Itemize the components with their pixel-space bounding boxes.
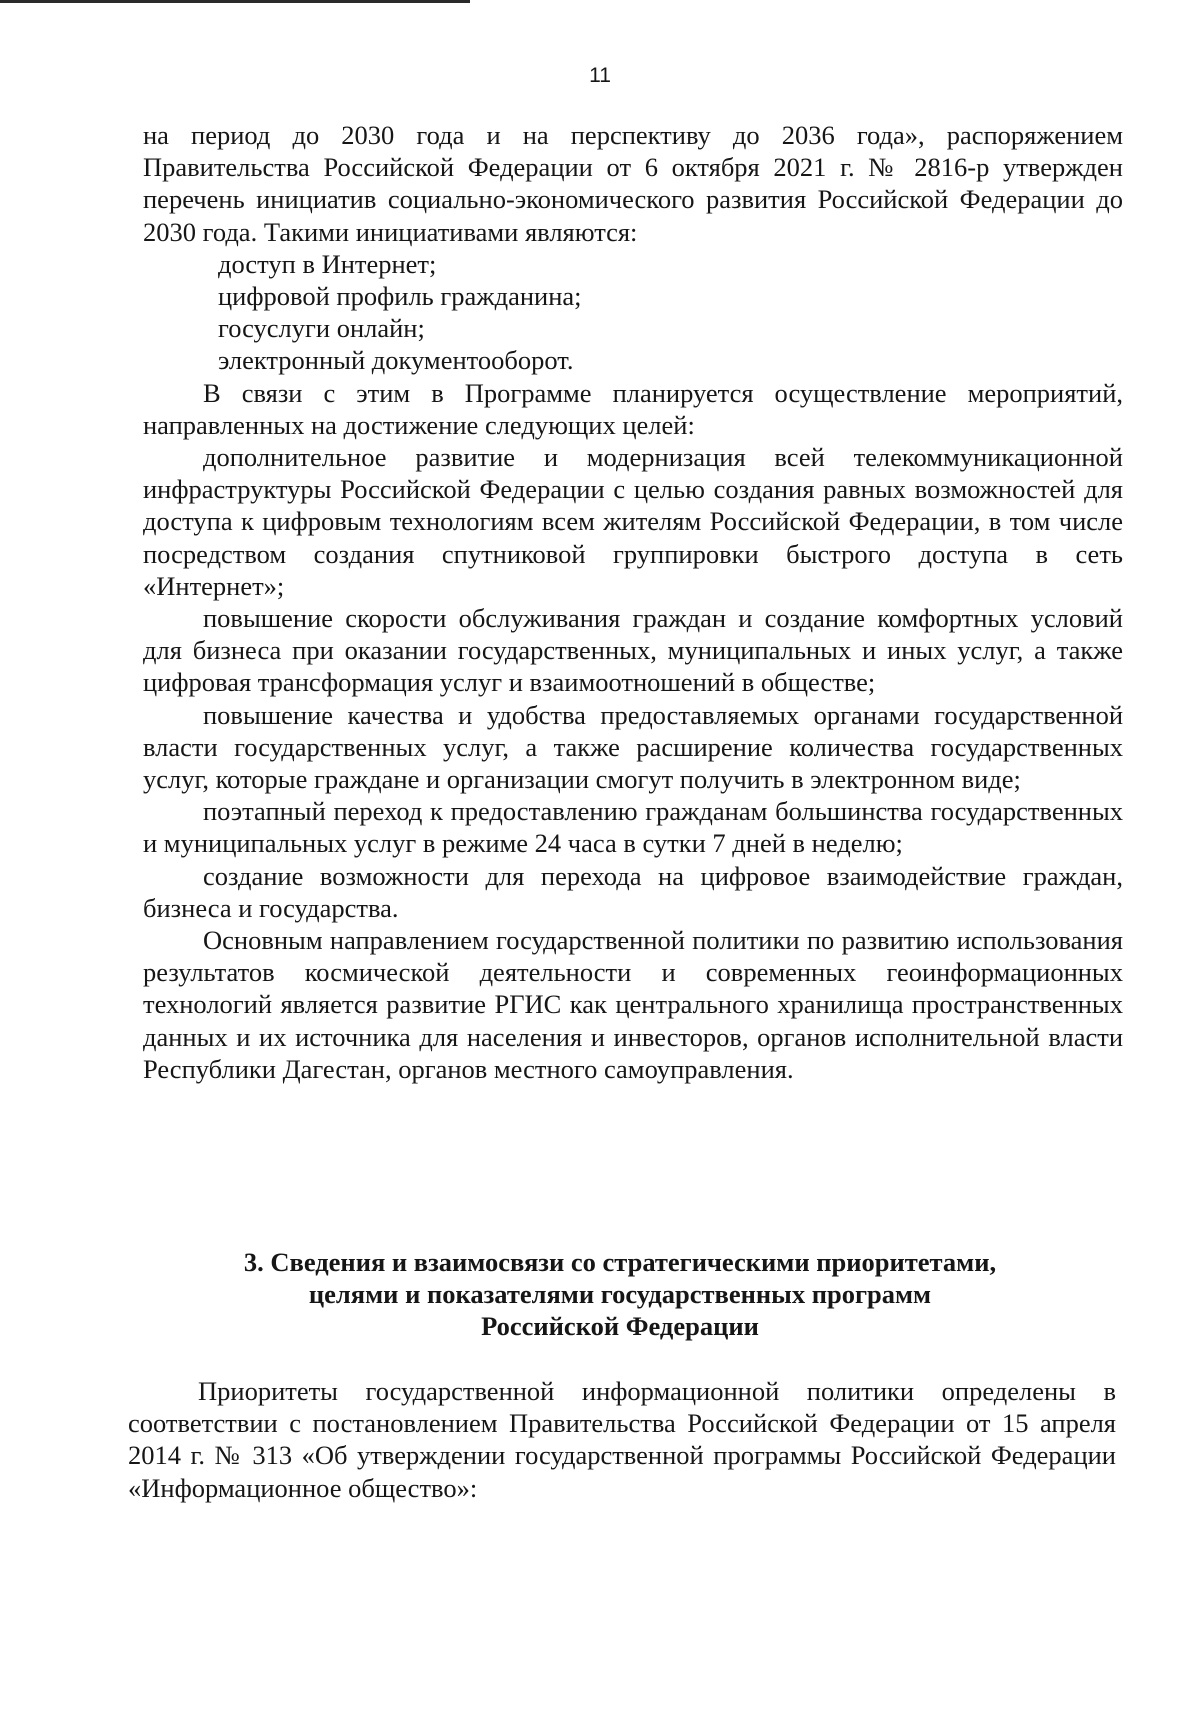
initiative-item-gosuslugi: госуслуги онлайн; (218, 313, 425, 344)
initiative-item-digital-profile: цифровой профиль гражданина; (218, 281, 582, 312)
section-3-heading (120, 1246, 1120, 1342)
rgis-paragraph: Основным направлением государственной политики по развитию использования результатов космической деятельности и современных геоинформационных технологий является развитие РГИС как центрального хранилища пространственных данных и их источника для населения и инвесторов, органов исполнительной власти Республики Дагестан, органов местного самоуправления. (143, 925, 1123, 1084)
goal-infrastructure: дополнительное развитие и модернизация всей телекоммуникационной инфраструктуры Российской Федерации с целью создания равных возможностей для доступа к цифровым технологиям всем жителям Российской Федерации, в том числе посредством создания спутниковой группировки быстрого доступа в сеть «Интернет»; (143, 442, 1123, 601)
section-3-paragraph: Приоритеты государственной информационной политики определены в соответствии с постановлением Правительства Российской Федерации от 15 апреля 2014 г. № 313 «Об утверждении государственной программы Российской Федерации «Информационное общество»: (128, 1376, 1116, 1503)
goal-service-speed: повышение скорости обслуживания граждан и создание комфортных условий для бизнеса при оказании государственных, муниципальных и иных услуг, а также цифровая трансформация услуг и взаимоотношений в обществе; (143, 603, 1123, 698)
goal-24-7-services: поэтапный переход к предоставлению гражданам большинства государственных и муниципальных услуг в режиме 24 часа в сутки 7 дней в неделю; (143, 796, 1123, 859)
page-number: 11 (589, 64, 611, 87)
goal-service-quality: повышение качества и удобства предоставляемых органами государственной власти государственных услуг, а также расширение количества государственных услуг, которые граждане и организации смогут получить в электронном виде; (143, 699, 1123, 795)
document-body (143, 119, 1123, 1085)
initiative-item-internet: доступ в Интернет; (218, 248, 437, 279)
section-heading-line: Российской Федерации (481, 1311, 759, 1341)
continuation-paragraph: на период до 2030 года и на перспективу до 2036 года», распоряжением Правительства Российской Федерации от 6 октября 2021 г. № 2816-р утвержден перечень инициатив социально-экономического развития Российской Федерации до 2030 года. Такими инициативами являются: (143, 120, 1123, 247)
goal-digital-interaction: создание возможности для перехода на цифровое взаимодействие граждан, бизнеса и государства. (143, 860, 1123, 923)
goals-intro-paragraph: В связи с этим в Программе планируется осуществление мероприятий, направленных на достижение следующих целей: (143, 377, 1123, 440)
section-heading-line: 3. Сведения и взаимосвязи со стратегическими приоритетами, (243, 1247, 997, 1277)
section-heading-line: целями и показателями государственных программ (308, 1279, 932, 1309)
scan-top-rule (0, 0, 470, 3)
initiative-item-edm: электронный документооборот. (218, 345, 574, 376)
